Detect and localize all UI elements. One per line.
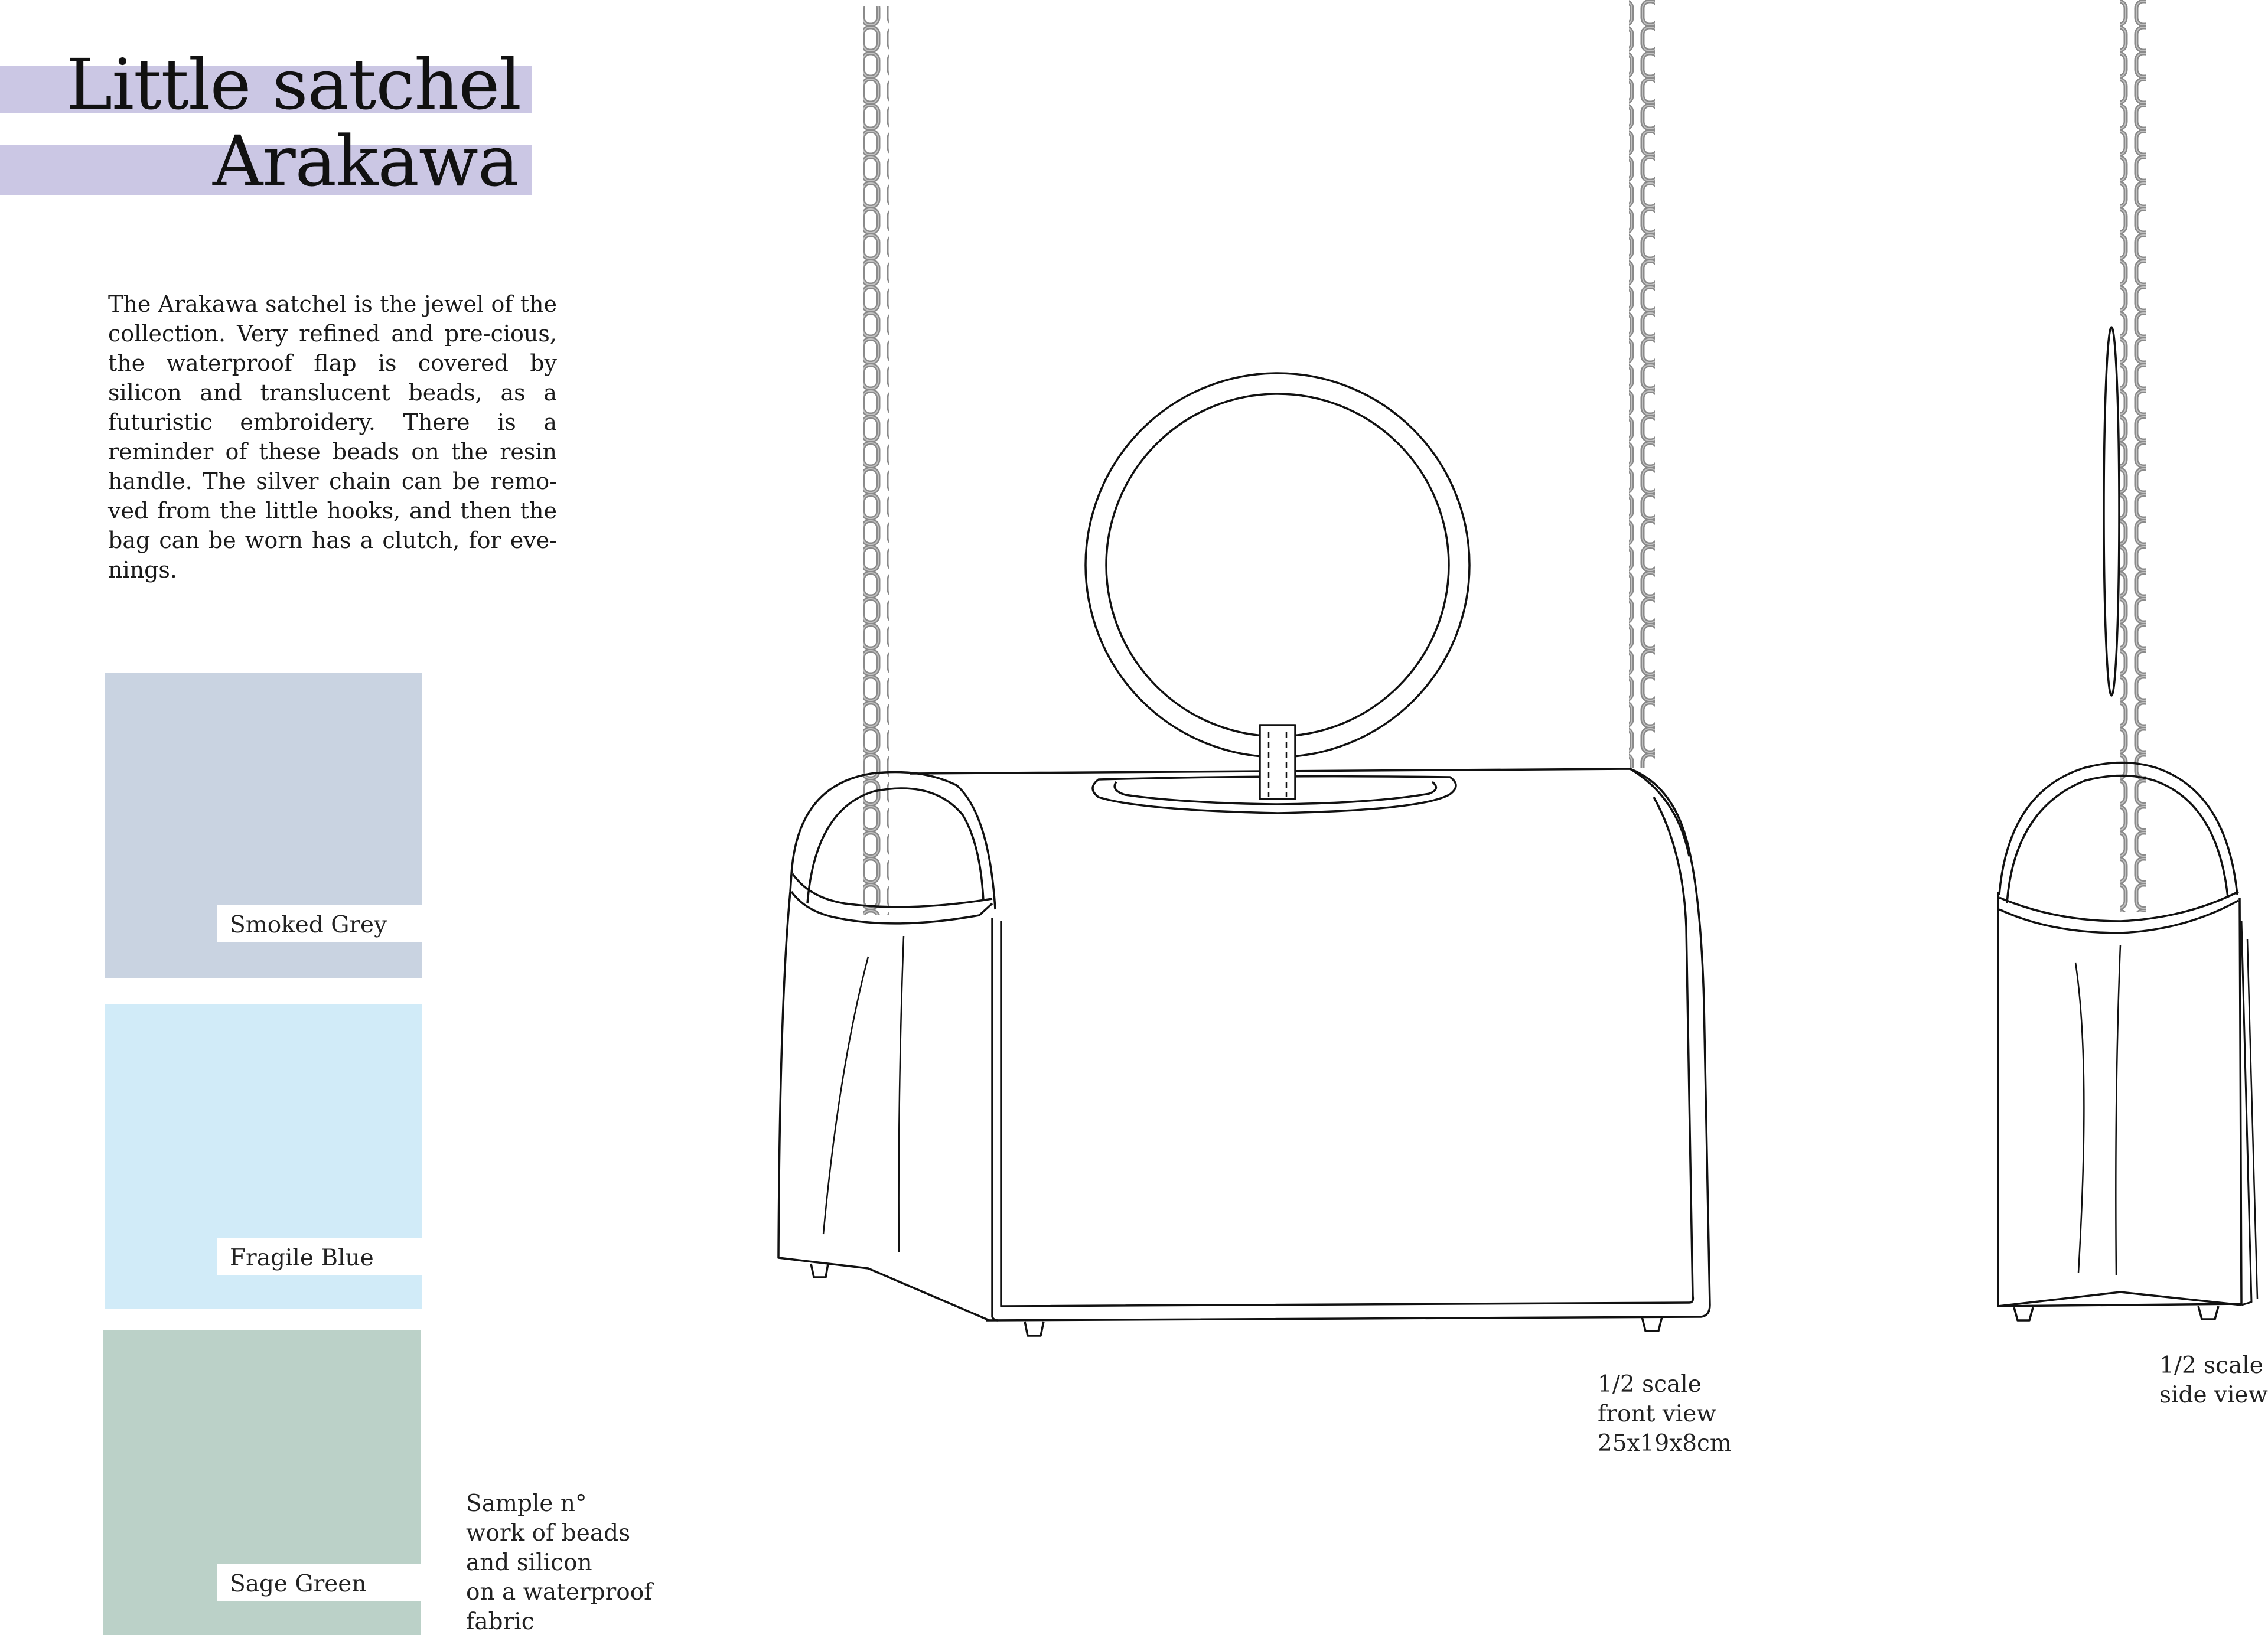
- swatch-label: Fragile Blue: [217, 1238, 422, 1275]
- caption-line: 1/2 scale: [1598, 1371, 1702, 1398]
- product-description: The Arakawa satchel is the jewel of the collection. Very refined and pre-cious, the waterproof flap is covered by silicon and translucent beads, as a futuristic embroidery. There is a reminder of these beads on the resin handle. The silver chain can be remo-ved from the little hooks, and then the bag can be worn has a clutch, for eve-nings.: [108, 291, 557, 583]
- caption-line: 1/2 scale: [2159, 1352, 2263, 1379]
- swatch-label: Sage Green: [217, 1564, 421, 1601]
- chain-icon-left: [863, 6, 889, 915]
- sample-note-line: on a waterproof: [466, 1579, 653, 1606]
- satchel-front-drawing: [778, 373, 1710, 1336]
- sample-note-line: fabric: [466, 1609, 535, 1635]
- page-title-line-2: Arakawa: [213, 120, 519, 202]
- caption-line: 25x19x8cm: [1598, 1430, 1732, 1457]
- swatch-label: Smoked Grey: [217, 905, 422, 942]
- chain-icon-right: [1629, 0, 1655, 768]
- caption-line: front view: [1598, 1401, 1716, 1427]
- sample-note-line: work of beads: [466, 1520, 631, 1547]
- sample-note-line: and silicon: [466, 1549, 592, 1576]
- sample-note-line: Sample n°: [466, 1490, 587, 1517]
- page-title-line-1: Little satchel: [66, 44, 521, 125]
- caption-line: side view: [2159, 1382, 2268, 1408]
